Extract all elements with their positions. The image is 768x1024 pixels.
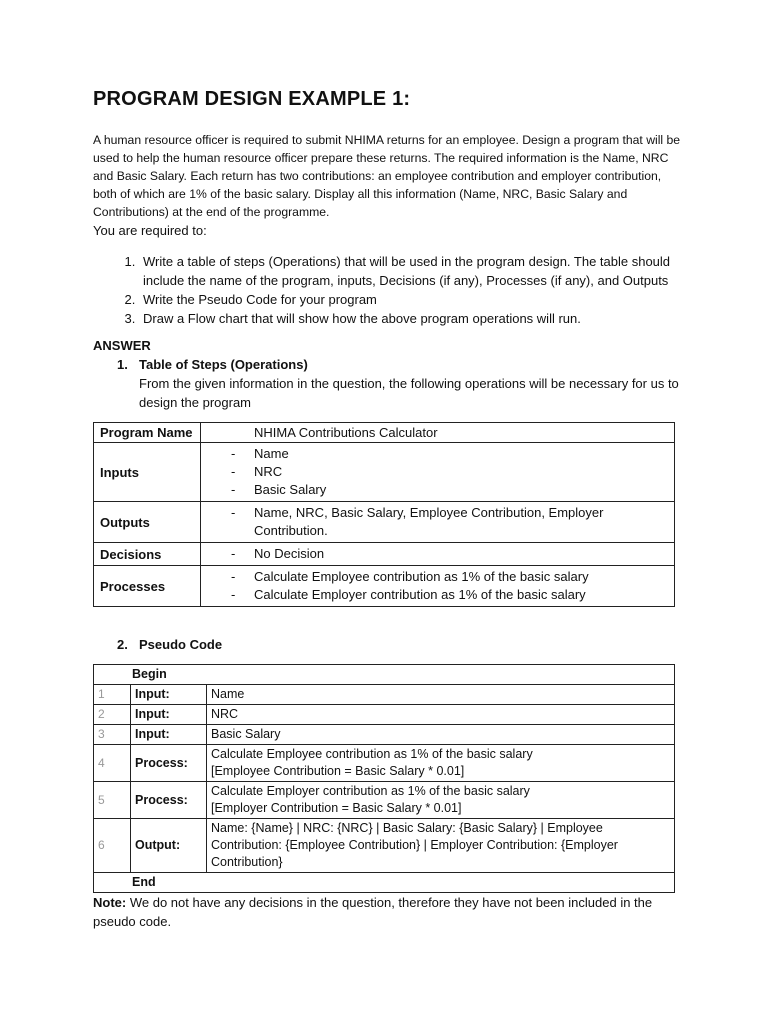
note-label: Note: (93, 895, 127, 910)
steps-table (93, 422, 675, 607)
section-heading: Table of Steps (Operations) (139, 357, 308, 372)
decisions-cell (201, 543, 675, 566)
table-row (94, 705, 675, 725)
dash-marker: - (231, 569, 236, 584)
section-heading: Pseudo Code (139, 637, 223, 652)
end-keyword: End (94, 873, 675, 893)
task-item: 1. Write a table of steps (Operations) that will be used in the program design. The table should include the name of the program, inputs, Decisions (if any), Processes (if any), and Outputs (139, 252, 683, 290)
statement: Calculate Employee contribution as 1% of the basic salary [Employee Contribution = Basic Salary * 0.01] (207, 745, 675, 782)
process-item: Calculate Employee contribution as 1% of the basic salary (254, 569, 589, 584)
section-text: From the given information in the question, the following operations will be necessary for us to design the program (139, 376, 679, 410)
outputs-label: Outputs (94, 502, 201, 543)
program-name-text: NHIMA Contributions Calculator (254, 425, 438, 440)
line-number: 5 (94, 782, 131, 819)
keyword: Input: (131, 725, 207, 745)
intro-paragraph: A human resource officer is required to submit NHIMA returns for an employee. Design a program that will be used to help the human resource officer prepare these returns. The required information is the Name, NRC and Basic Salary. Each return has two contributions: an employee contribution and employer contribution, both of which are 1% of the basic salary. Display all this information (Name, NRC, Basic Salary and Contributions) at the end of the programme. (93, 133, 681, 219)
line-number: 3 (94, 725, 131, 745)
table-row (94, 566, 675, 607)
table-row (94, 665, 675, 685)
list-item (231, 568, 668, 586)
statement: Name: {Name} | NRC: {NRC} | Basic Salary: {Basic Salary} | Employee Contribution: {Employee Contribution} | Employer Contribution: {Employer Contribution} (207, 819, 675, 873)
dash-marker: - (231, 505, 236, 520)
table-row (94, 782, 675, 819)
keyword: Output: (131, 819, 207, 873)
program-name-label: Program Name (94, 423, 201, 443)
section-number: 2. (117, 637, 128, 652)
task-item: 2. Write the Pseudo Code for your program (139, 290, 683, 309)
document-page (93, 88, 683, 931)
task-item: 3. Draw a Flow chart that will show how the above program operations will run. (139, 309, 683, 328)
list-item (231, 545, 668, 563)
outputs-cell (201, 502, 675, 543)
decision-item: No Decision (254, 546, 325, 561)
inputs-label: Inputs (94, 443, 201, 502)
section-table-of-steps (117, 355, 683, 412)
table-row (94, 685, 675, 705)
statement: Name (207, 685, 675, 705)
dash-marker: - (231, 587, 236, 602)
keyword: Input: (131, 705, 207, 725)
keyword: Process: (131, 782, 207, 819)
decisions-label: Decisions (94, 543, 201, 566)
line-number: 6 (94, 819, 131, 873)
page-title: PROGRAM DESIGN EXAMPLE 1: (93, 88, 411, 110)
input-item: NRC (254, 464, 283, 479)
input-item: Basic Salary (254, 482, 327, 497)
input-item: Name (254, 446, 289, 461)
task-list (93, 252, 683, 328)
table-row (94, 443, 675, 502)
answer-heading: ANSWER (93, 338, 151, 353)
table-row (94, 725, 675, 745)
program-name-value (201, 423, 675, 443)
keyword: Process: (131, 745, 207, 782)
processes-label: Processes (94, 566, 201, 607)
dash-marker: - (231, 482, 236, 497)
keyword: Input: (131, 685, 207, 705)
table-row (94, 745, 675, 782)
begin-keyword: Begin (94, 665, 675, 685)
list-item (231, 586, 668, 604)
inputs-cell (201, 443, 675, 502)
required-label: You are required to: (93, 223, 207, 238)
dash-marker: - (231, 446, 236, 461)
list-item (231, 445, 668, 463)
table-row (94, 423, 675, 443)
statement: Calculate Employer contribution as 1% of the basic salary [Employer Contribution = Basic Salary * 0.01] (207, 782, 675, 819)
process-item: Calculate Employer contribution as 1% of the basic salary (254, 587, 586, 602)
list-item (231, 463, 668, 481)
dash-marker: - (231, 464, 236, 479)
line-number: 4 (94, 745, 131, 782)
table-row (94, 819, 675, 873)
list-item (231, 504, 668, 540)
section-pseudo-code (117, 637, 683, 652)
note-text: We do not have any decisions in the question, therefore they have not been included in the pseudo code. (93, 895, 653, 929)
statement: Basic Salary (207, 725, 675, 745)
output-item: Name, NRC, Basic Salary, Employee Contribution, Employer Contribution. (254, 505, 604, 538)
dash-marker: - (231, 546, 236, 561)
statement: NRC (207, 705, 675, 725)
table-row (94, 873, 675, 893)
line-number: 1 (94, 685, 131, 705)
line-number: 2 (94, 705, 131, 725)
table-row (94, 502, 675, 543)
section-number: 1. (117, 357, 128, 372)
list-item (231, 481, 668, 499)
note-paragraph (93, 893, 683, 931)
pseudo-code-table (93, 664, 675, 893)
table-row (94, 543, 675, 566)
processes-cell (201, 566, 675, 607)
